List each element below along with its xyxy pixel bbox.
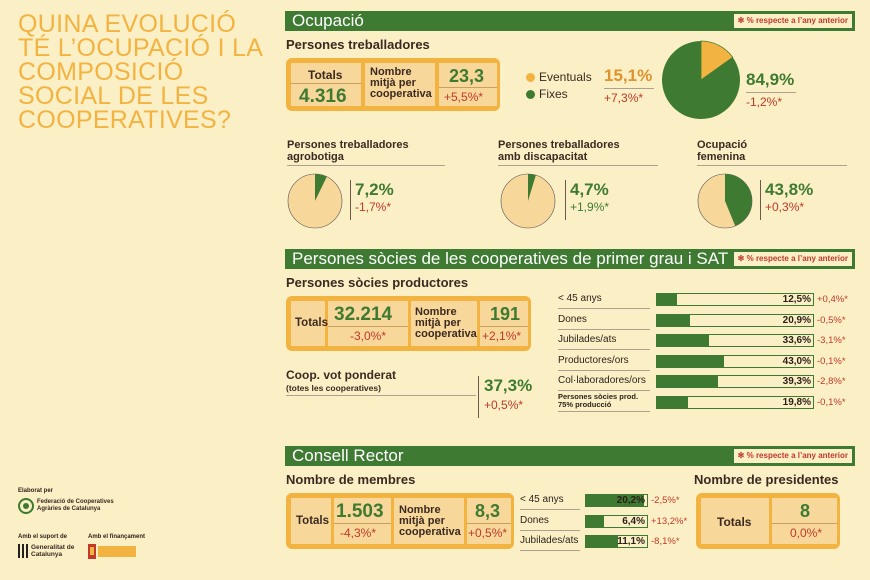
fixes-delta: -1,2%* [746,95,783,109]
totals-value: 4.316 [299,86,347,107]
mean-value: 23,3 [449,66,485,86]
totals-label-cell [291,498,331,544]
totals-cell [334,498,391,544]
bar-delta: +13,2%* [651,515,688,527]
socies-bar-chart [558,290,858,415]
header-label: Ocupació [292,11,364,30]
consell-bar-chart [520,492,690,552]
legend-item-eventuals [526,70,592,84]
subsection-title: Persones sòcies productores [286,275,469,290]
bar-delta: -0,1%* [817,355,846,367]
bar-fill [657,356,724,367]
bar-divider [558,329,650,330]
bar-value: 20,9% [782,314,811,326]
small-stat-agrobotiga [287,139,445,166]
gencat-logo-icon [18,544,28,558]
bar-delta: -0,1%* [817,396,846,408]
totals-label: Totals [295,317,329,329]
totals-value: 1.503 [336,501,384,522]
eventuals-delta: +7,3%* [604,91,644,105]
bar-track [656,396,814,409]
vot-delta: +0,5%* [484,398,524,412]
fixes-pct: 84,9% [746,70,795,89]
credits-financament: Amb el finançament [88,534,146,540]
bar-fill [657,376,718,387]
pres-label-cell [701,498,769,544]
bar-track [656,334,814,347]
eventuals-stat [604,66,654,105]
bar-label: Persones sòcies prod. 75% producció [558,391,639,409]
mean-delta: +5,5%* [444,90,484,104]
header-label: Persones sòcies de les cooperatives de primer grau i SAT [292,249,729,268]
legend-item-fixes [526,87,592,101]
bar-value: 33,6% [782,335,811,346]
totals-label-cell [291,301,329,346]
gencat-name: Generalitat de Catalunya [31,544,75,558]
small-label: Persones treballadores agrobotiga [287,139,409,163]
bar-delta: -3,1%* [817,335,846,346]
mean-cell [467,498,511,544]
bar-fill [657,397,688,408]
presidents-title: Nombre de presidentes [694,472,839,487]
mean-delta: +2,1%* [482,329,522,343]
totals-cell [291,63,361,106]
totals-box [286,296,531,351]
pres-label: Totals [717,515,752,529]
bar-label: Dones [558,313,587,325]
credits-suport: Amb el suport de [18,534,68,540]
bar-fill [657,315,690,326]
gencat-logo [18,544,81,558]
small-delta: +1,9%* [570,200,610,214]
small-values [350,180,394,220]
totals-label: Totals [296,515,330,527]
vot-title: Coop. vot ponderat [286,368,396,382]
bar-fill [586,516,604,527]
vot-pct: 37,3% [484,376,533,395]
bar-label: Dones [520,514,549,526]
bar-fill [657,335,709,346]
pres-value: 8 [800,501,811,521]
presidents-box [696,493,840,549]
header-label: Consell Rector [292,446,404,465]
bar-label: < 45 anys [520,494,564,505]
legend [526,70,592,101]
bar-value: 6,4% [622,515,645,527]
bar-value: 20,2% [616,495,645,506]
note-badge: ✻ % respecte a l’any anterior [734,14,852,28]
small-pct: 43,8% [765,180,814,199]
totals-delta: -3,0%* [350,329,387,343]
mean-label-cell [411,301,477,346]
pie-discapacitat [500,173,556,229]
small-delta: +0,3%* [765,200,805,214]
bar-value: 39,3% [782,376,811,387]
bar-divider [520,550,580,551]
ministerio-logo-icon [88,544,138,559]
bar-divider [558,411,650,412]
fcac-logo [18,498,127,514]
bar-delta: +0,4%* [817,294,848,305]
pres-cell [772,498,837,544]
page-title: QUINA EVOLUCIÓ TÉ L’OCUPACIÓ I LA COMPOSICIÓ SOCIAL DE LES COOPERATIVES? [18,10,262,134]
mean-cell [439,63,497,106]
mean-label-cell [365,63,435,106]
bar-track [656,375,814,388]
note-badge: ✻ % respecte a l’any anterior [734,252,852,266]
mean-value: 8,3 [475,501,501,521]
bar-delta: -2,5%* [651,495,680,506]
bar-delta: -2,8%* [817,376,846,387]
totals-delta: -4,3%* [340,526,377,540]
pie-ocupacio [661,40,741,120]
bar-delta: -0,5%* [817,314,846,326]
fcac-logo-icon [18,498,34,514]
mean-cell [480,301,528,346]
totals-label: Totals [308,68,343,82]
credits-elaborat: Elaborat per [18,488,54,494]
mean-label-cell [394,498,464,544]
legend-label: Eventuals [539,70,592,84]
bar-track [585,535,648,548]
bar-divider [520,530,580,531]
small-values [760,180,813,220]
bar-divider [558,370,650,371]
small-values [565,180,609,220]
fcac-name: Federació de Cooperatives Agràries de Catalunya [37,499,114,512]
vot-ponderat [286,368,476,396]
bar-divider [520,509,580,510]
totals-box [286,58,500,111]
bar-label: < 45 anys [558,293,602,304]
bar-track [656,355,814,368]
mean-value: 191 [490,304,521,324]
pie-agrobotiga [287,173,343,229]
eventuals-pct: 15,1% [604,66,653,85]
bar-fill [657,294,677,305]
bar-label: Jubilades/ats [558,334,617,345]
vot-sub: (totes les cooperatives) [286,383,381,393]
small-stat-discapacitat [498,139,658,166]
small-label: Ocupació femenina [697,139,748,163]
pres-delta: 0,0%* [790,526,823,540]
mean-label: Nombre mitjà per cooperativa [399,504,461,538]
fixes-stat [746,70,796,109]
mean-label: Nombre mitjà per cooperativa [415,306,477,340]
mean-label: Nombre mitjà per cooperativa [370,66,432,100]
subsection-title: Nombre de membres [286,472,416,487]
small-label: Persones treballadores amb discapacitat [498,139,620,163]
mean-delta: +0,5%* [468,526,508,540]
section-header-socies [285,249,855,269]
bar-value: 43,0% [782,355,811,367]
bar-divider [558,390,650,391]
section-header-ocupacio [285,11,855,31]
bar-track [656,293,814,306]
totals-cell [328,301,408,346]
bar-label: Col·laboradores/ors [558,375,646,386]
section-header-consell [285,446,855,466]
bar-label: Productores/ors [558,354,629,366]
subsection-title: Persones treballadores [286,37,430,52]
note-badge: ✻ % respecte a l’any anterior [734,449,852,463]
totals-value: 32.214 [334,304,393,325]
small-pct: 4,7% [570,180,609,199]
bar-value: 11,1% [617,536,645,547]
legend-dot-icon [526,73,535,82]
bar-fill [586,536,618,547]
legend-dot-icon [526,90,535,99]
bar-value: 12,5% [782,294,811,305]
bar-track [656,314,814,327]
small-stat-femenina [697,139,847,166]
bar-delta: -8,1%* [651,536,680,547]
pie-femenina [697,173,753,229]
totals-box [286,493,514,549]
bar-label: Jubilades/ats [520,535,579,546]
bar-divider [558,349,650,350]
bar-track [585,494,648,507]
small-delta: -1,7%* [355,200,392,214]
legend-label: Fixes [539,87,568,101]
bar-divider [558,308,650,309]
bar-value: 19,8% [782,396,811,408]
vot-values [478,376,532,418]
small-pct: 7,2% [355,180,394,199]
bar-track [585,515,648,528]
